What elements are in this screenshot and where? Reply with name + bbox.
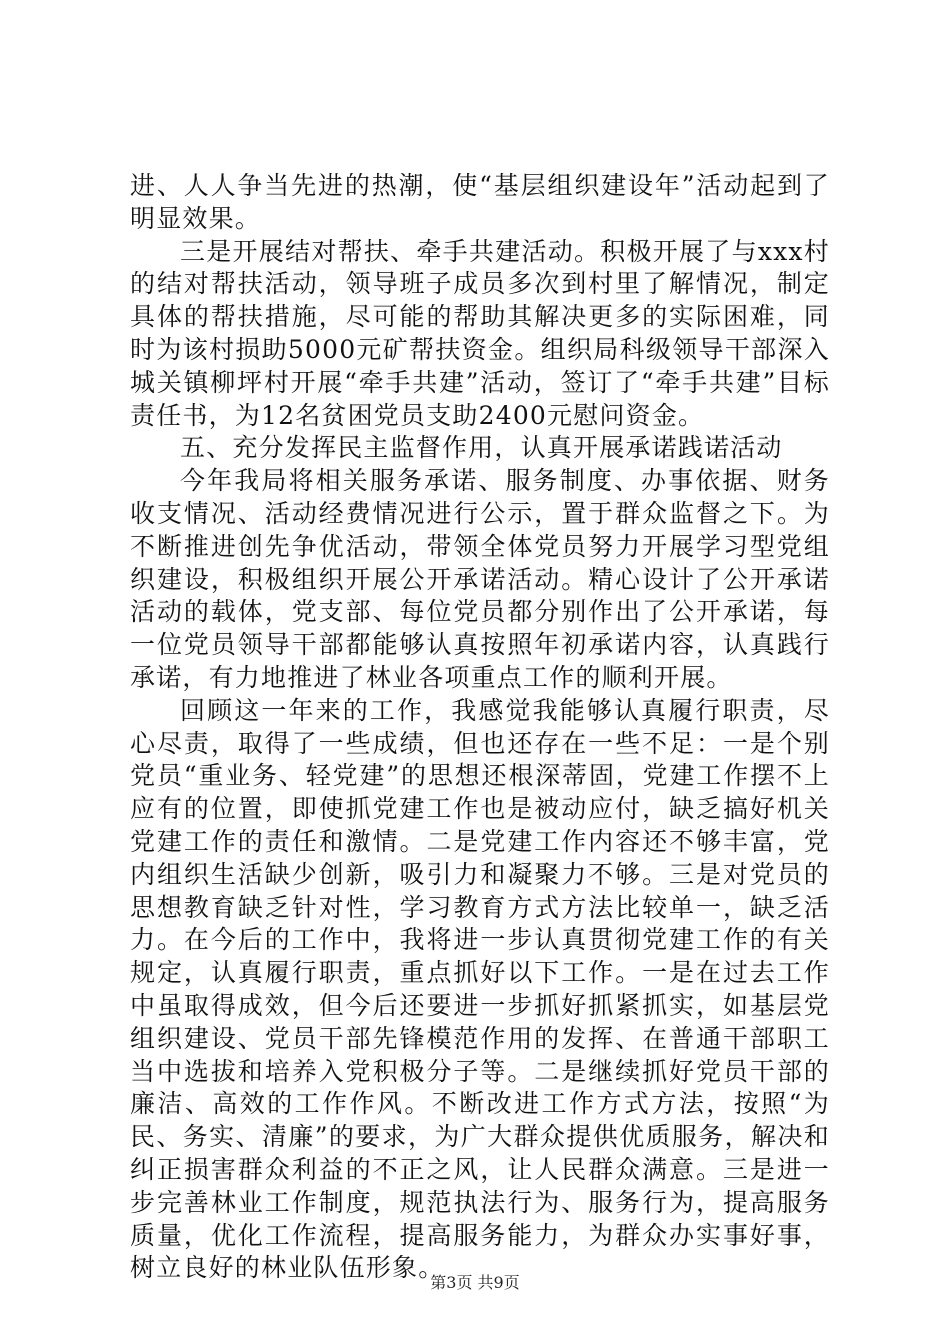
page-number-footer: 第3页 共9页 xyxy=(430,1273,520,1292)
paragraph-pairing-assistance: 三是开展结对帮扶、牵手共建活动。积极开展了与xxx村的结对帮扶活动，领导班子成员多次到村里了解情况，制定具体的帮扶措施，尽可能的帮助其解决更多的实际困难，同时为该村损助5000元矿帮扶资金。组织局科级领导干部深入城关镇柳坪村开展“牵手共建”活动，签订了“牵手共建”目标责任书，为12名贫困党员支助2400元慰问资金。 xyxy=(130,236,830,430)
document-body xyxy=(130,170,830,1285)
section-heading-democratic-supervision: 五、充分发挥民主监督作用，认真开展承诺践诺活动 xyxy=(180,433,783,463)
paragraph-continuation: 进、人人争当先进的热潮，使“基层组织建设年”活动起到了明显效果。 xyxy=(130,171,830,233)
paragraph-public-commitment: 今年我局将相关服务承诺、服务制度、办事依据、财务收支情况、活动经费情况进行公示，置于群众监督之下。为不断推进创先争优活动，带领全体党员努力开展学习型党组织建设，积极组织开展公开承诺活动。精心设计了公开承诺活动的载体，党支部、每位党员都分别作出了公开承诺，每一位党员领导干部都能够认真按照年初承诺内容，认真践行承诺，有力地推进了林业各项重点工作的顺利开展。 xyxy=(130,466,830,692)
paragraph-review-and-plans: 回顾这一年来的工作，我感觉我能够认真履行职责，尽心尽责，取得了一些成绩，但也还存在一些不足：一是个别党员“重业务、轻党建”的思想还根深蒂固，党建工作摆不上应有的位置，即使抓党建工作也是被动应付，缺乏搞好机关党建工作的责任和激情。二是党建工作内容还不够丰富，党内组织生活缺少创新，吸引力和凝聚力不够。三是对党员的思想教育缺乏针对性，学习教育方式方法比较单一，缺乏活力。在今后的工作中，我将进一步认真贯彻党建工作的有关规定，认真履行职责，重点抓好以下工作。一是在过去工作中虽取得成效，但今后还要进一步抓好抓紧抓实，如基层党组织建设、党员干部先锋模范作用的发挥、在普通干部职工当中选拔和培养入党积极分子等。二是继续抓好党员干部的廉洁、高效的工作作风。不断改进工作方式方法，按照“为民、务实、清廉”的要求，为广大群众提供优质服务，解决和纠正损害群众利益的不正之风，让人民群众满意。三是进一步完善林业工作制度，规范执法行为、服务行为，提高服务质量，优化工作流程，提高服务能力，为群众办实事好事，树立良好的林业队伍形象。 xyxy=(130,695,830,1283)
